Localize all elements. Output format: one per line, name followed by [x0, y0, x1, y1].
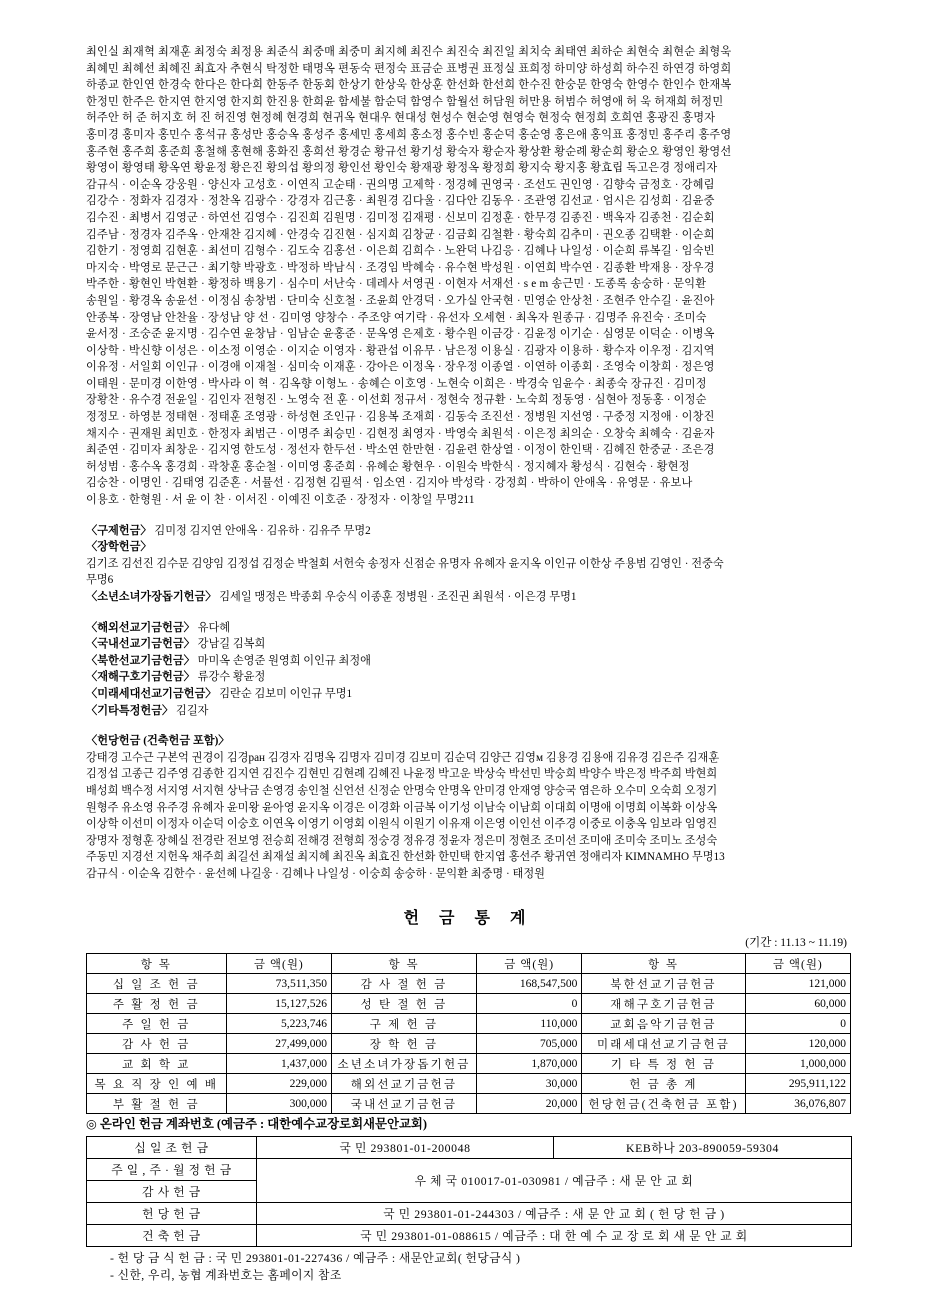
- item-amount: 5,223,746: [226, 1014, 331, 1034]
- section-heading: 〈미래세대선교기금헌금〉: [86, 687, 217, 700]
- account-footnote: - 헌 당 금 식 헌 금 : 국 민 293801-01-227436 / 예금주 : 새문안교회( 헌당금식 ): [110, 1251, 521, 1265]
- account-label: 헌 당 헌 금: [87, 1203, 257, 1225]
- item-label: 감 사 헌 금: [87, 1034, 227, 1054]
- section-names: 무명6: [86, 574, 114, 587]
- name-line: 최인실 최재혁 최재훈 최정숙 최정용 최준식 최중매 최중미 최지혜 최진수 최진숙 최진일 최치숙 최태연 최하순 최현숙 최현순 최형욱: [86, 46, 732, 58]
- section-names: 배성희 백수정 서지영 서지현 상낙금 손영경 송인철 신언선 신정순 안명숙 안명옥 안미경 안재영 양숭국 염은하 오수미 오숙희 오정기: [86, 784, 718, 797]
- section-row: [86, 686, 856, 703]
- item-label: 주 활 정 헌 금: [87, 994, 227, 1014]
- name-line: 황영이 황영태 황옥연 황윤정 황은진 황의섭 황의정 황인선 황인숙 황재광 황정옥 황정희 황지숙 황지홍 황효립 독고은경 정애리자: [86, 162, 718, 175]
- name-line: 홍주현 홍주희 홍준희 홍철해 홍현해 홍화진 홍희선 황경순 황규선 황기성 황숙자 황순자 황상환 황순례 황순희 황순오 황영인 황영선: [86, 145, 732, 158]
- table-row: [87, 994, 851, 1014]
- item-amount: 121,000: [745, 974, 850, 994]
- donor-name-list: [86, 44, 856, 883]
- section-heading: 〈국내선교기금헌금〉: [86, 638, 195, 651]
- item-amount: 300,000: [226, 1094, 331, 1114]
- item-label: 감 사 절 헌 금: [331, 974, 476, 994]
- online-offering-accounts: [86, 1114, 851, 1284]
- section-names: 마미옥 손영준 원영희 이인규 최정애: [197, 654, 371, 667]
- name-line: 한정민 한주은 한지연 한지영 한지희 한진용 한희윤 함세불 함순덕 함영수 함월선 허담원 허만용 허범수 허영애 허 욱 허재희 허정민: [86, 95, 724, 108]
- table-row: [87, 1014, 851, 1034]
- item-amount: 1,870,000: [477, 1054, 582, 1074]
- section-names: 김정섭 고종근 김주영 김종한 김지연 김진수 김현민 김현례 김혜진 나윤정 박고운 박상숙 박선민 박숭희 박양수 박은정 박주희 박현희: [86, 768, 718, 781]
- name-line: 하종교 한인연 한경숙 한다은 한다희 한동주 한동회 한상기 한상욱 한상훈 한선화 한선희 한수진 한숭문 한영숙 한영수 한인수 한재복: [86, 79, 732, 92]
- account-number: KEB하나 203-890059-59304: [554, 1137, 852, 1159]
- special-offering-group-a: [86, 523, 856, 606]
- accounts-table: [86, 1136, 852, 1247]
- item-amount: 15,127,526: [226, 994, 331, 1014]
- item-amount: 110,000: [477, 1014, 582, 1034]
- item-amount: 168,547,500: [477, 974, 582, 994]
- section-names: 감규식 · 이순옥 김한수 · 윤선혜 나길웅 · 김혜나 나일성 · 이숭희 송숭하 · 문익환 최중명 · 태정원: [86, 867, 545, 880]
- section-row: [86, 653, 856, 670]
- section-heading: 〈소년소녀가장돕기헌금〉: [86, 591, 217, 603]
- table-row: [87, 1074, 851, 1094]
- item-label: 교 회 학 교: [87, 1054, 227, 1074]
- section-names: 이상학 이선미 이정자 이순덕 이숭호 이연옥 이영기 이영회 이원식 이원기 이유재 이은영 이인선 이주경 이중로 이충옥 임보라 임영진: [86, 818, 718, 831]
- item-amount: 36,076,807: [745, 1094, 850, 1114]
- section-names: 주동민 지경선 지헌옥 채주희 최길선 최재설 최지혜 최진옥 최효진 한선화 한민택 한지엽 홍선주 황귀연 정애리자 KIMNAMHO 무명13: [86, 851, 725, 864]
- name-line: 김강수 · 정화자 김경자 · 정찬옥 김광수 · 강경자 김근홍 · 최원경 김다울 · 김다안 김동우 · 조관영 김선교 · 엄시은 김성희 · 김윤중: [86, 195, 715, 208]
- table-row: [87, 1054, 851, 1074]
- section-names: 원형주 유소영 유주경 유혜자 윤미왕 윤아영 윤지옥 이경은 이경화 이금복 이기성 이남숙 이남희 이대희 이명애 이명희 이복화 이상옥: [86, 801, 718, 814]
- account-footnote: - 신한, 우리, 농협 계좌번호는 홈페이지 참조: [110, 1268, 342, 1282]
- name-line: 이용호 · 한형원 · 서 윤 이 찬 · 이서진 · 이예진 이호준 · 장정자 · 이창일 무명211: [86, 494, 475, 507]
- item-amount: 1,000,000: [745, 1054, 850, 1074]
- section-names: 장명자 정형훈 장혜실 전경란 전보영 전승희 전해경 전형희 정숭경 정유경 정윤자 정은미 정현조 조미선 조미애 조미숙 조미노 조성숙: [86, 834, 718, 847]
- account-label: 감 사 헌 금: [87, 1181, 257, 1203]
- account-label: 십 일 조 헌 금: [87, 1137, 257, 1159]
- item-amount: 295,911,122: [745, 1074, 850, 1094]
- item-amount: 20,000: [477, 1094, 582, 1114]
- name-line: 김한기 · 정영희 김현훈 · 최선미 김형수 · 김도숙 김홍선 · 이은희 김희수 · 노완덕 나김응 · 김혜나 나일성 · 이순희 류복길 · 임숙빈: [86, 245, 715, 258]
- name-line: 박주한 · 황현인 박현환 · 황정하 백용기 · 심수미 서난숙 · 데레사 서영권 · 이현자 서재선 · s e m 송근민 · 도종록 송숭하 · 문익환: [86, 278, 707, 291]
- item-label: 재해구호기금헌금: [582, 994, 745, 1014]
- item-label: 소년소녀가장돕기헌금: [331, 1054, 476, 1074]
- section-row: [86, 669, 856, 686]
- section-names: 김세일 맹정은 박종회 우숭식 이종훈 정병원 · 조진권 최원석 · 이은경 무명1: [219, 591, 577, 603]
- column-header: 항 목: [331, 954, 476, 974]
- name-line: 마지숙 · 박영로 문근근 · 최기향 박광호 · 박정하 박남식 · 조경임 박혜숙 · 유수현 박성원 · 이연희 박수연 · 김종환 박재용 · 장우경: [86, 261, 715, 274]
- section-heading: 〈재해구호기금헌금〉: [86, 671, 195, 684]
- section-row: [86, 620, 856, 637]
- name-line: 장황찬 · 유수경 전윤일 · 김인자 전형진 · 노영숙 전 훈 · 이선회 정규서 · 정현숙 정규환 · 노숙희 정동영 · 심현아 정동홍 · 이정순: [86, 394, 707, 407]
- stats-period: (기간 : 11.13 ~ 11.19): [745, 937, 847, 949]
- section-names: 강태경 고수근 구본억 권경이 김경ран 김경자 김명옥 김명자 김미경 김보미 김순덕 김양근 김영м 김용경 김용애 김유경 김은주 김재훈: [86, 751, 720, 764]
- item-amount: 60,000: [745, 994, 850, 1014]
- section-names: 김기조 김선진 김수문 김양임 김정섭 김정순 박철회 서헌숙 송정자 신점순 유명자 유혜자 윤지옥 이인규 이한상 주용범 김영인 · 전중숙: [86, 557, 724, 570]
- section-row: [86, 539, 856, 556]
- item-amount: 30,000: [477, 1074, 582, 1094]
- name-line: 홍미경 홍미자 홍민수 홍석규 홍성만 홍승옥 홍성주 홍세민 홍세희 홍소정 홍수빈 홍순덕 홍순영 홍은애 홍익표 홍정민 홍주리 홍주영: [86, 128, 732, 141]
- account-label: 건 축 헌 금: [87, 1225, 257, 1247]
- section-names: 김미정 김지연 안애옥 · 김유하 · 김유주 무명2: [154, 524, 371, 537]
- column-header: 항 목: [87, 954, 227, 974]
- table-row: [87, 1094, 851, 1114]
- name-line: 최혜민 최혜선 최혜진 최효자 추현식 탁정한 태명옥 편동숙 편정숙 표금순 표병권 표정실 표희정 하미양 하성희 하수진 하연경 하영희: [86, 62, 732, 75]
- stats-title: 헌 금 통 계: [403, 910, 534, 927]
- name-line: 이유정 · 서일회 이인규 · 이경애 이재철 · 심미숙 이재훈 · 강아은 이정옥 · 장우정 이종열 · 이연하 이종회 · 조영숙 이창희 · 정은영: [86, 361, 715, 374]
- item-amount: 705,000: [477, 1034, 582, 1054]
- table-row: [87, 1203, 852, 1225]
- special-offering-group-b: [86, 620, 856, 720]
- name-line: 이태원 · 문미경 이한영 · 박사라 이 혁 · 김옥향 이형노 · 송혜슨 이호영 · 노현숙 이희은 · 박경숙 임윤수 · 최종숙 장규진 · 김미정: [86, 377, 707, 390]
- account-label: 주 일 , 주 · 월 정 헌 금: [87, 1159, 257, 1181]
- item-label: 십 일 조 헌 금: [87, 974, 227, 994]
- section-row: [86, 636, 856, 653]
- table-row: [87, 1137, 852, 1159]
- table-header-row: [87, 954, 851, 974]
- item-label: 기 타 특 정 헌 금: [582, 1054, 745, 1074]
- item-label: 북한선교기금헌금: [582, 974, 745, 994]
- section-heading: 〈해외선교기금헌금〉: [86, 621, 195, 634]
- section-row: [86, 589, 856, 606]
- item-label: 해외선교기금헌금: [331, 1074, 476, 1094]
- name-line: 정정모 · 하영분 정태현 · 정태훈 조영광 · 하성현 조인규 · 김용복 조재희 · 김동숙 조진선 · 정병원 지선영 · 구중정 지정애 · 이창진: [86, 411, 715, 424]
- section-names: 김란순 김보미 이인규 무명1: [219, 687, 353, 700]
- section-row: [86, 523, 856, 540]
- table-row: [87, 1034, 851, 1054]
- name-line: 김수진 · 최병서 김영군 · 하연선 김영수 · 김진희 김원명 · 김미정 김재평 · 신보미 김정훈 · 한무경 김종진 · 백옥자 김종천 · 김순회: [86, 211, 715, 224]
- section-heading: 〈북한선교기금헌금〉: [86, 654, 195, 667]
- item-amount: 229,000: [226, 1074, 331, 1094]
- item-label: 목 요 직 장 인 예 배: [87, 1074, 227, 1094]
- column-header: 금 액(원): [226, 954, 331, 974]
- name-line: 이상학 · 박신향 이성은 · 이소정 이영순 · 이지순 이영자 · 황관섭 이유무 · 남은정 이용실 · 김광자 이용하 · 황수자 이우정 · 김지역: [86, 344, 715, 357]
- item-label: 구 제 헌 금: [331, 1014, 476, 1034]
- item-label: 장 학 헌 금: [331, 1034, 476, 1054]
- section-heading: 〈기타특정헌금〉: [86, 704, 174, 717]
- item-label: 성 탄 절 헌 금: [331, 994, 476, 1014]
- name-line: 송원일 · 황경옥 송윤선 · 이정심 송창범 · 단미숙 신호철 · 조윤희 안경덕 · 오가실 안국현 · 민영순 안상천 · 조현주 안수길 · 윤진아: [86, 294, 715, 307]
- account-number: 국 민 293801-01-200048: [257, 1137, 554, 1159]
- offering-statistics: [86, 905, 851, 1114]
- item-label: 헌 금 총 계: [582, 1074, 745, 1094]
- item-label: 국내선교기금헌금: [331, 1094, 476, 1114]
- column-header: 항 목: [582, 954, 745, 974]
- item-label: 헌당헌금(건축헌금 포함): [582, 1094, 745, 1114]
- name-line: 허주안 허 준 허지호 허 진 허진영 현정혜 현경희 현귀옥 현대우 현대성 현성수 현순영 현영숙 현정숙 현정희 호희연 홍광진 홍명자: [86, 112, 716, 125]
- item-amount: 120,000: [745, 1034, 850, 1054]
- account-number: 우 체 국 010017-01-030981 / 예금주 : 새 문 안 교 회: [257, 1159, 852, 1203]
- section-names: 김길자: [176, 704, 209, 717]
- name-line: 최준연 · 김미자 최창운 · 김지영 한도성 · 정선자 한두선 · 박소연 한만현 · 김윤련 한상열 · 이정이 한인택 · 김혜진 한중균 · 조은경: [86, 444, 715, 457]
- item-label: 부 활 절 헌 금: [87, 1094, 227, 1114]
- table-row: [87, 1225, 852, 1247]
- name-line: 안종복 · 장영남 안찬율 · 장성남 양 선 · 김미영 양창수 · 주조양 여기락 · 유선자 오세현 · 최옥자 원종규 · 김명주 유진숙 · 조미숙: [86, 311, 707, 324]
- section-row: [86, 703, 856, 720]
- name-line: 김숭찬 · 이명인 · 김태영 김준혼 · 서뮬선 · 김정현 김필석 · 임소연 · 김지아 박성락 · 강정희 · 박하이 안애옥 · 유영문 · 유보나: [86, 477, 693, 490]
- item-amount: 1,437,000: [226, 1054, 331, 1074]
- table-row: [87, 1159, 852, 1181]
- section-names: 유다혜: [197, 621, 231, 634]
- name-line: 윤서정 · 조숭준 윤지명 · 김수연 윤창남 · 임남순 윤홍준 · 문옥영 은제호 · 황수원 이금강 · 김윤정 이기순 · 심영문 이덕순 · 이병옥: [86, 328, 715, 341]
- name-line: 감규식 · 이순옥 강웅원 · 양신자 고성호 · 이연직 고순태 · 권의명 고제학 · 정경혜 권영국 · 조선도 권인영 · 김향숙 금정호 · 강혜림: [86, 178, 715, 191]
- name-line: 김주남 · 정경자 김주옥 · 안재찬 김지혜 · 안경숙 김진현 · 심지희 김창균 · 김금회 김철환 · 황숙희 김추미 · 권오종 김택환 · 이순희: [86, 228, 715, 241]
- stats-table: [86, 953, 851, 1114]
- item-amount: 0: [745, 1014, 850, 1034]
- item-label: 미래세대선교기금헌금: [582, 1034, 745, 1054]
- item-amount: 27,499,000: [226, 1034, 331, 1054]
- item-label: 교회음악기금헌금: [582, 1014, 745, 1034]
- section-names: 강남길 김복희: [197, 638, 266, 651]
- column-header: 금 액(원): [745, 954, 850, 974]
- building-fund-section: [86, 733, 856, 882]
- section-heading: 〈구제헌금〉: [86, 524, 152, 537]
- item-amount: 0: [477, 994, 582, 1014]
- name-line: 허성범 · 홍수옥 홍경희 · 곽창훈 홍순철 · 이미영 홍준희 · 유혜순 황현우 · 이원숙 박한식 · 정지혜자 황성식 · 김현숙 · 황현정: [86, 460, 690, 473]
- column-header: 금 액(원): [477, 954, 582, 974]
- section-names: 류강수 황윤정: [197, 671, 266, 684]
- name-line: 채지수 · 권재원 최민호 · 한정자 최범근 · 이명주 최승민 · 김현정 최영자 · 박영숙 최원석 · 이은정 최의순 · 오창숙 최혜숙 · 김윤자: [86, 427, 715, 440]
- item-amount: 73,511,350: [226, 974, 331, 994]
- section-heading: 〈헌당헌금 (건축헌금 포함)〉: [86, 735, 230, 748]
- section-heading: 〈장학헌금〉: [86, 541, 152, 554]
- item-label: 주 일 헌 금: [87, 1014, 227, 1034]
- table-row: [87, 974, 851, 994]
- accounts-heading: ◎ 온라인 헌금 계좌번호 (예금주 : 대한예수교장로회새문안교회): [86, 1117, 428, 1131]
- account-number: 국 민 293801-01-244303 / 예금주 : 새 문 안 교 회 ( 헌 당 헌 금 ): [257, 1203, 852, 1225]
- account-number: 국 민 293801-01-088615 / 예금주 : 대 한 예 수 교 장 로 회 새 문 안 교 회: [257, 1225, 852, 1247]
